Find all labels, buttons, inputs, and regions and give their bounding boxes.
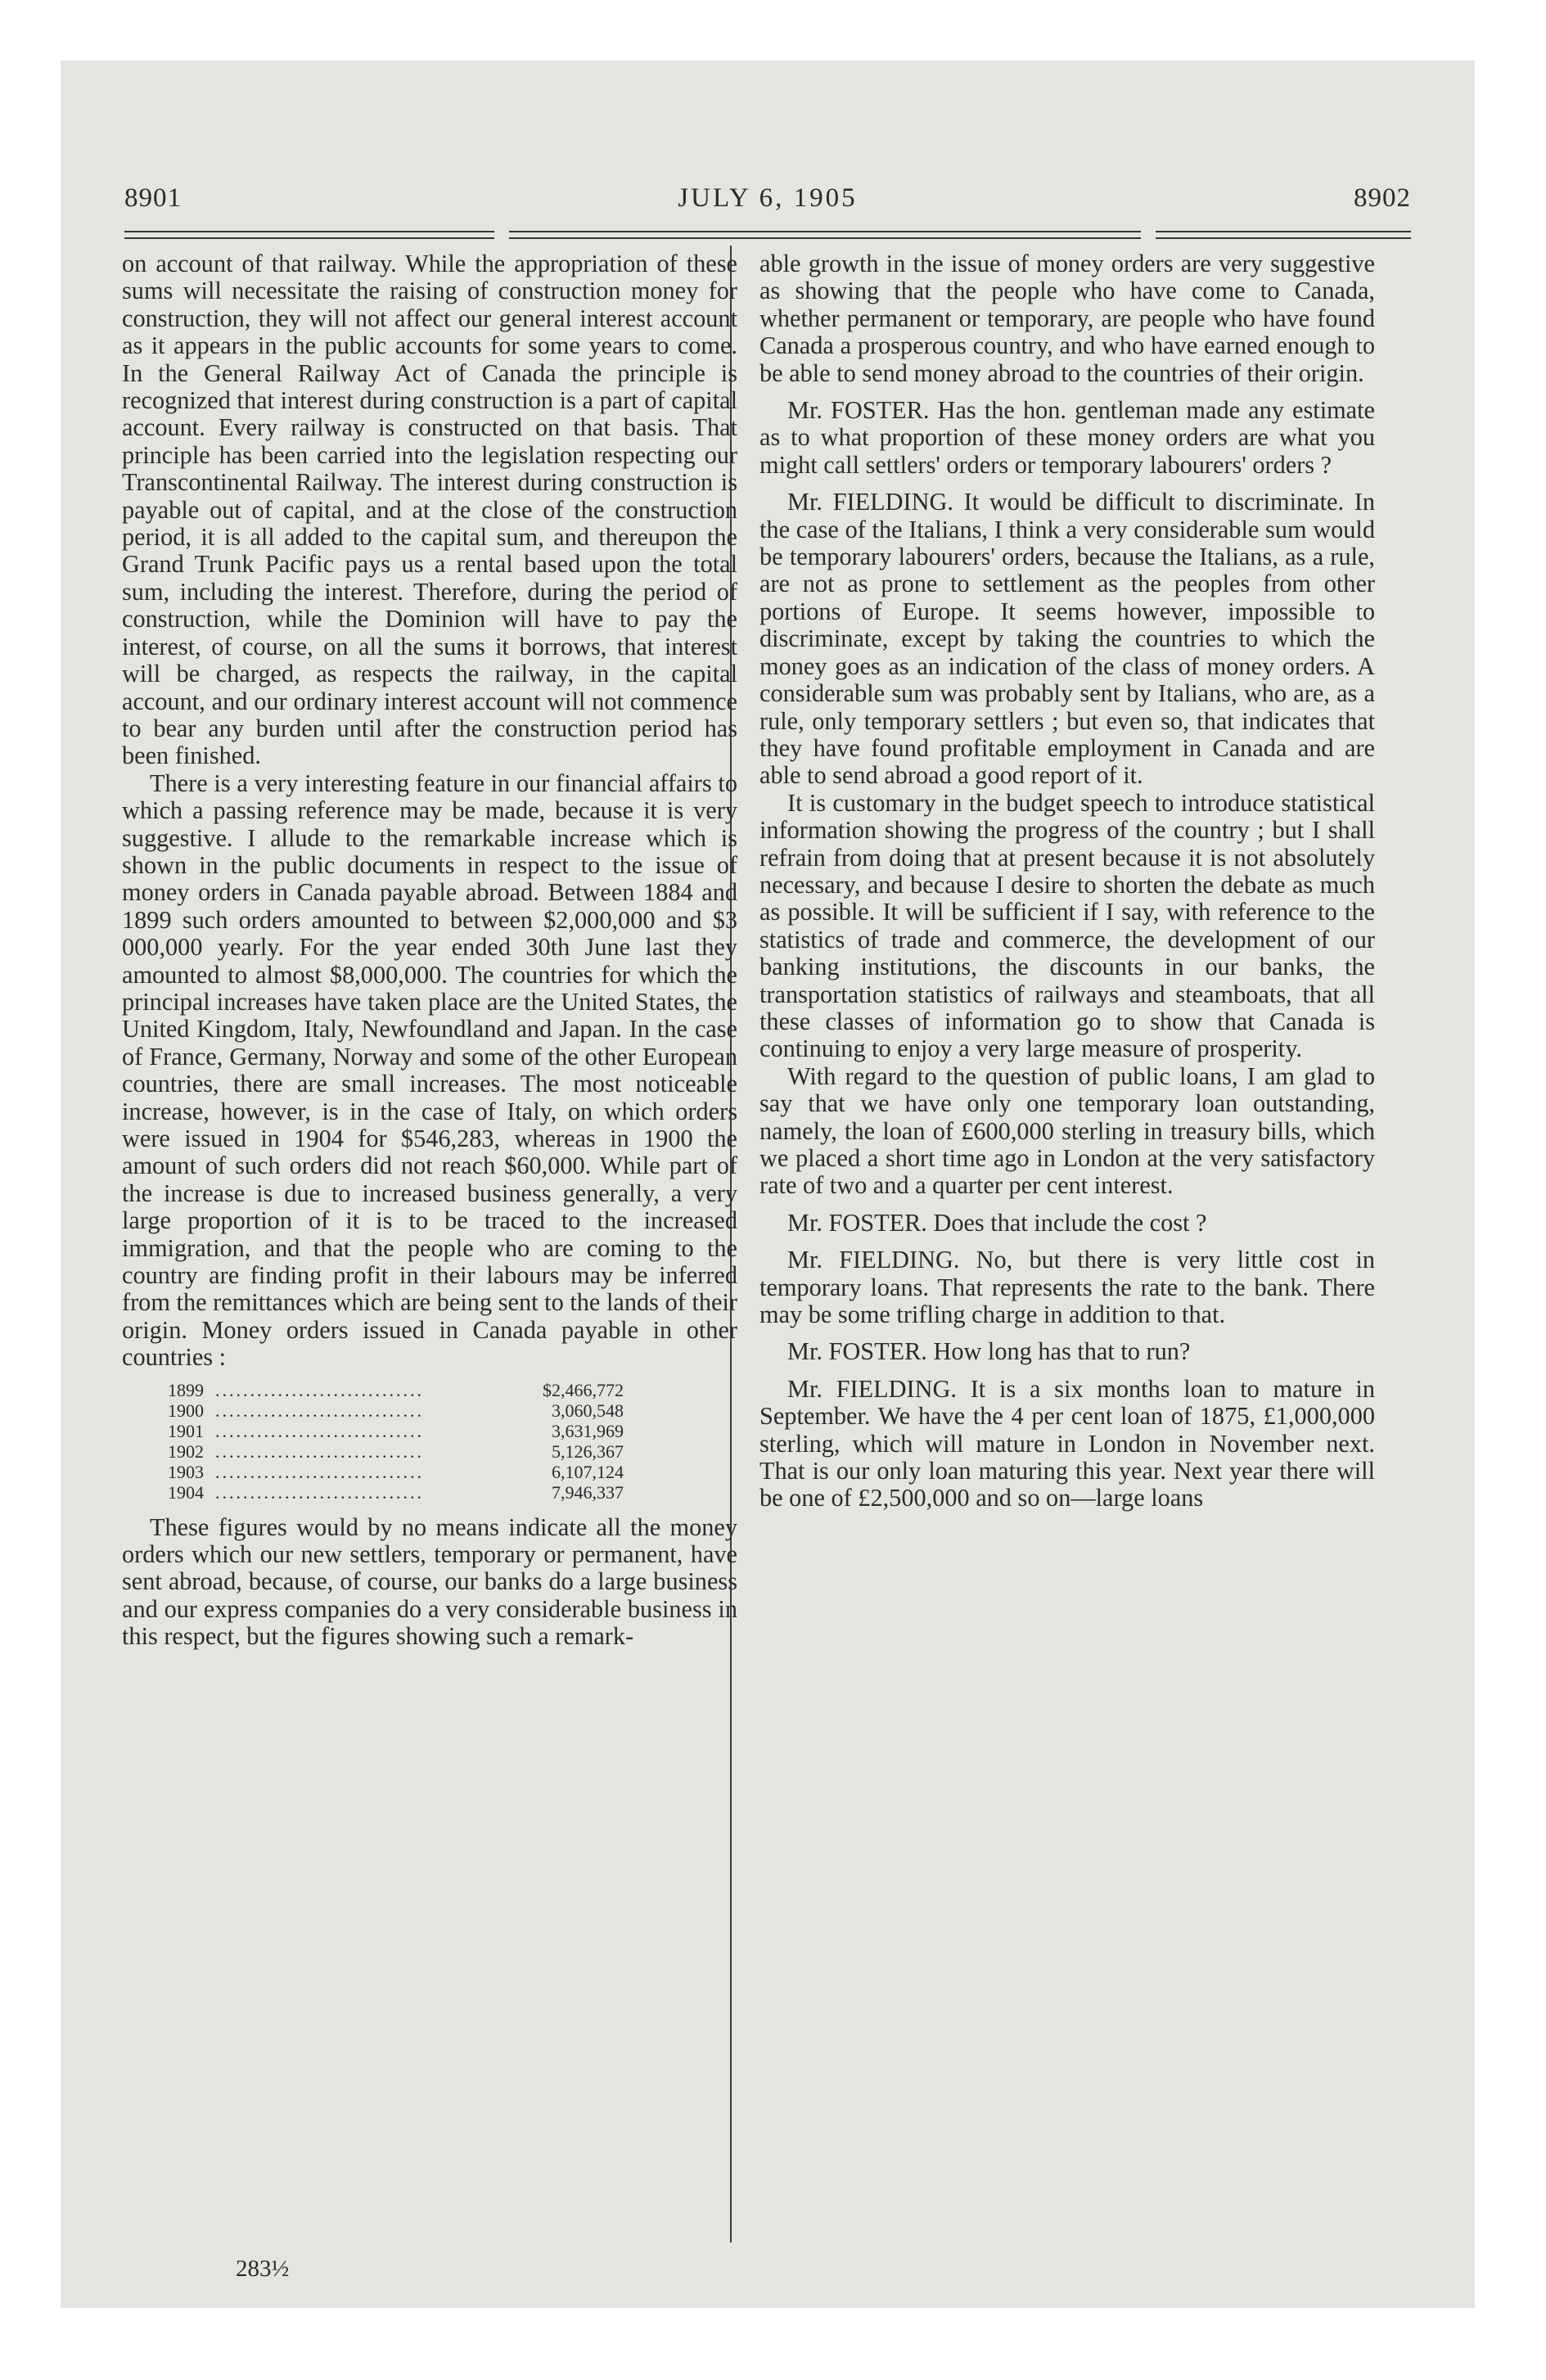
table-year: 1904 — [168, 1481, 204, 1503]
table-year: 1900 — [168, 1400, 204, 1421]
header-rule-left — [124, 231, 494, 239]
table-row — [168, 1400, 624, 1421]
paragraph: These figures would by no means indicate all the money orders which our new settlers, temporary or permanent, have sent abroad, because, of course, our banks do a large business and our express companies do a very considerable business in this respect, but the figures showing such a remark- — [122, 1512, 737, 1651]
table-row — [168, 1482, 624, 1503]
table-year: 1901 — [168, 1420, 204, 1441]
right-column — [759, 250, 1375, 1512]
table-value: 6,107,124 — [552, 1461, 624, 1482]
speaker-paragraph: Mr. FIELDING. No, but there is very little cost in temporary loans. That represents the rate to the bank. There may be some trifling charge in addition to that. — [759, 1246, 1375, 1329]
leader-dots: .............................. — [215, 1420, 424, 1441]
page-number-right: 8902 — [1354, 183, 1411, 213]
table-row — [168, 1380, 624, 1400]
table-value: 5,126,367 — [552, 1440, 624, 1462]
table-value: 3,631,969 — [552, 1420, 624, 1441]
paragraph: With regard to the question of public loans, I am glad to say that we have only one temporary loan outstanding, namely, the loan of £600,000 sterling in treasury bills, which we placed a short time ago in London at the very satisfactory rate of two and a quarter per cent interest. — [759, 1062, 1375, 1200]
table-year: 1899 — [168, 1379, 204, 1400]
running-header — [124, 183, 1411, 219]
leader-dots: .............................. — [215, 1481, 424, 1503]
table-value: 7,946,337 — [552, 1481, 624, 1503]
header-date: JULY 6, 1905 — [678, 183, 858, 213]
leader-dots: .............................. — [215, 1400, 424, 1421]
speaker-paragraph: Mr. FIELDING. It is a six months loan to mature in September. We have the 4 per cent loan of 1875, £1,000,000 sterling, which will mature in London in November next. That is our only loan maturing this year. Next year there will be one of £2,500,000 and so on—large loans — [759, 1374, 1375, 1512]
paragraph: able growth in the issue of money orders are very suggestive as showing that the people who have come to Canada, whether permanent or temporary, are people who have found Canada a prosperous country, and who have earned enough to be able to send money abroad to the countries of their origin. — [759, 250, 1375, 387]
header-rule-right — [1156, 231, 1411, 239]
leader-dots: .............................. — [215, 1440, 424, 1462]
table-value: $2,466,772 — [543, 1379, 624, 1400]
left-column — [122, 250, 737, 1651]
table-value: 3,060,548 — [552, 1400, 624, 1421]
leader-dots: .............................. — [215, 1461, 424, 1482]
table-year: 1902 — [168, 1440, 204, 1462]
hansard-page — [61, 61, 1475, 2308]
leader-dots: .............................. — [215, 1379, 424, 1400]
header-rule-center — [509, 231, 1141, 239]
speaker-paragraph: Mr. FIELDING. It would be difficult to discriminate. In the case of the Italians, I think a very considerable sum would be temporary labourers' orders, because the Italians, as a rule, are not as prone to settlement as the peoples from other portions of Europe. It seems however, impossible to discriminate, except by taking the countries to which the money goes as an indication of the class of money orders. A considerable sum was probably sent by Italians, who are, as a rule, only temporary settlers ; but even so, that indicates that they have found profitable employment in Canada and are able to send abroad a good report of it. — [759, 488, 1375, 790]
speaker-paragraph: Mr. FOSTER. How long has that to run? — [787, 1337, 1191, 1366]
paragraph: There is a very interesting feature in our financial affairs to which a passing reference may be made, because it is very suggestive. I allude to the remarkable increase which is shown in the public documents in respect to the issue of money orders in Canada payable abroad. Between 1884 and 1899 such orders amounted to between $2,000,000 and $3 000,000 yearly. For the year ended 30th June last they amounted to almost $8,000,000. The countries for which the principal increases have taken place are the United States, the United Kingdom, Italy, Newfoundland and Japan. In the case of France, Germany, Norway and some of the other European countries, there are small increases. The most noticeable increase, however, is in the case of Italy, on which orders were issued in 1904 for $546,283, whereas in 1900 the amount of such orders did not reach $60,000. While part of the increase is due to increased business generally, a very large proportion of it is to be traced to the increased immigration, and that the people who are coming to the country are finding profit in their labours may be inferred from the remittances which are being sent to the lands of their origin. Money orders issued in Canada payable in other countries : — [122, 769, 737, 1372]
paragraph: It is customary in the budget speech to introduce statistical information showing the progress of the country ; but I shall refrain from doing that at present because it is not absolutely necessary, and because I desire to shorten the debate as much as possible. It will be sufficient if I say, with reference to the statistics of trade and commerce, the development of our banking institutions, the discounts in our banks, the transportation statistics of railways and steamboats, that all these classes of information go to show that Canada is continuing to enjoy a very large measure of prosperity. — [759, 788, 1375, 1063]
speaker-paragraph: Mr. FOSTER. Does that include the cost ? — [787, 1208, 1207, 1237]
table-year: 1903 — [168, 1461, 204, 1482]
money-orders-table — [168, 1380, 624, 1503]
scanned-page — [61, 61, 1475, 2308]
page-number-left: 8901 — [124, 183, 182, 213]
table-row — [168, 1421, 624, 1441]
speaker-paragraph: Mr. FOSTER. Has the hon. gentleman made any estimate as to what proportion of these money orders are what you might call settlers' orders or temporary labourers' orders ? — [759, 396, 1375, 479]
table-row — [168, 1441, 624, 1462]
paragraph: on account of that railway. While the appropriation of these sums will necessitate the raising of construction money for construction, they will not affect our general interest account as it appears in the public accounts for some years to come. In the General Railway Act of Canada the principle is recognized that interest during construction is a part of capital account. Every railway is constructed on that basis. That principle has been carried into the legislation respecting our Transcontinental Railway. The interest during construction is payable out of capital, and at the close of the construction period, it is all added to the capital sum, and thereupon the Grand Trunk Pacific pays us a rental based upon the total sum, including the interest. Therefore, during the period of construction, while the Dominion will have to pay the interest, of course, on all the sums it borrows, that interest will be charged, as respects the railway, in the capital account, and our ordinary interest account will not commence to bear any burden until after the construction period has been finished. — [122, 250, 737, 770]
signature-mark: 283½ — [236, 2256, 290, 2282]
table-row — [168, 1462, 624, 1482]
